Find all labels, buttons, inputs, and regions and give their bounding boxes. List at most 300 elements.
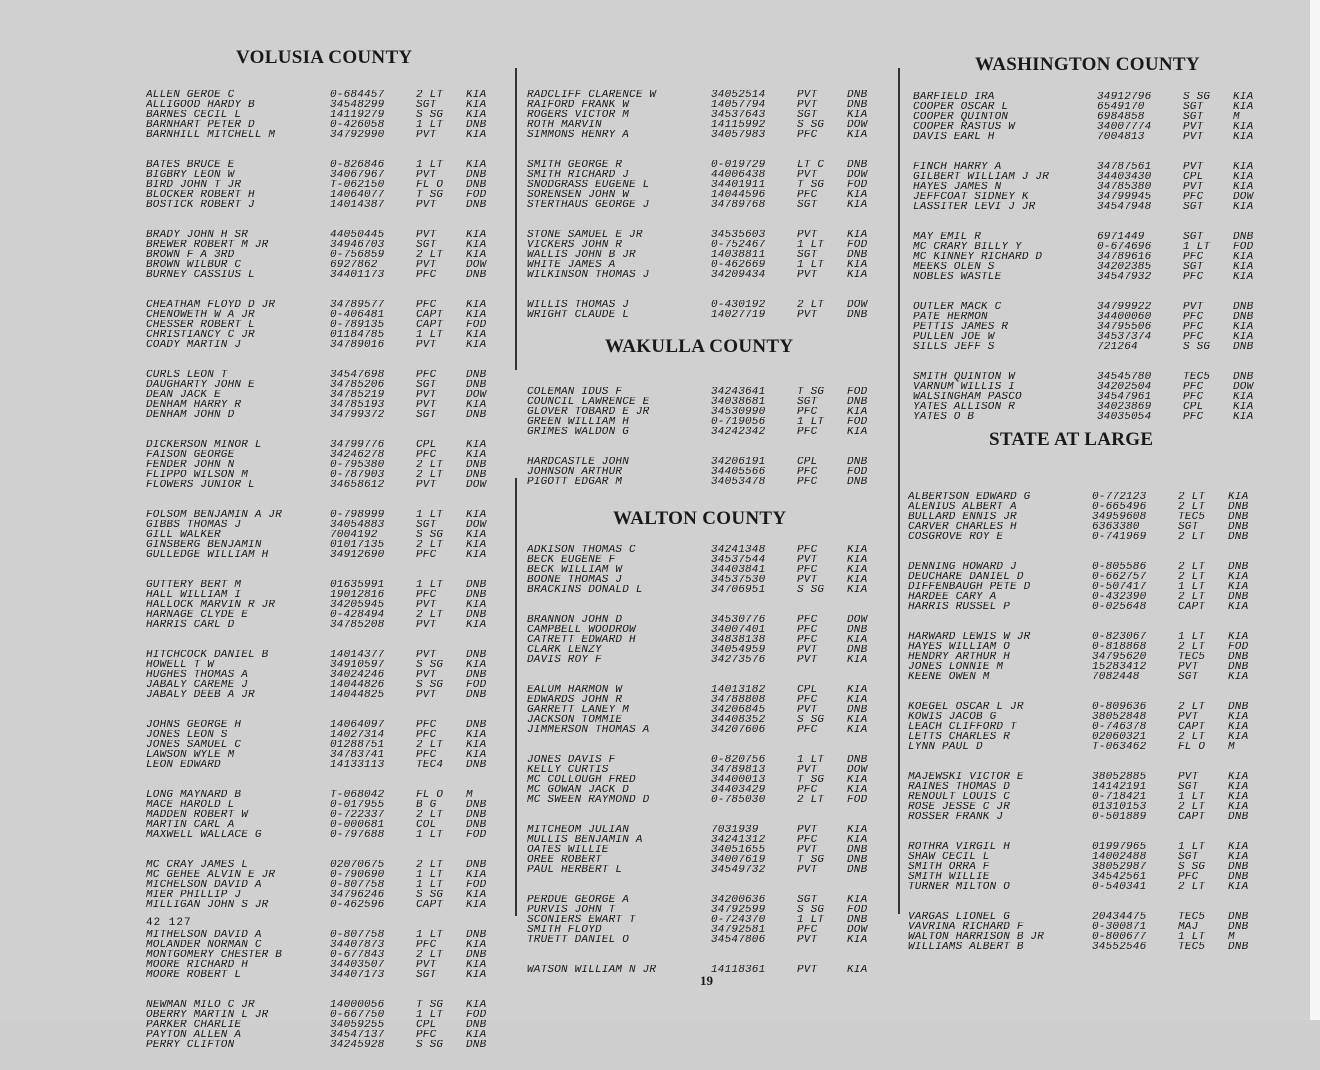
serial-number: 02060321 (1092, 732, 1147, 742)
rank: T SG (797, 855, 825, 865)
roster-row (527, 300, 887, 310)
soldier-name: MIER PHILLIP J (146, 890, 242, 900)
soldier-name: BOONE THOMAS J (527, 575, 623, 585)
roster-row (146, 590, 506, 600)
roster-group (146, 860, 506, 910)
rank: PFC (797, 635, 818, 645)
roster-group (146, 720, 506, 770)
status-code: KIA (847, 685, 868, 695)
status-code: DNB (466, 580, 487, 590)
rank: SGT (416, 380, 437, 390)
serial-number: 14038811 (711, 250, 766, 260)
roster-row (527, 90, 887, 100)
roster-row (146, 90, 506, 100)
serial-number: 44006438 (711, 170, 766, 180)
rank: 2 LT (1178, 592, 1206, 602)
rank: SGT (797, 110, 818, 120)
status-code: KIA (466, 230, 487, 240)
roster-row (146, 330, 506, 340)
serial-number: 34547932 (1097, 272, 1152, 282)
roster-row (146, 540, 506, 550)
roster-group (146, 230, 506, 280)
soldier-name: LEON EDWARD (146, 760, 221, 770)
roster-row (146, 460, 506, 470)
status-code: DNB (466, 610, 487, 620)
soldier-name: GIBBS THOMAS J (146, 520, 242, 530)
serial-number: 34023869 (1097, 402, 1152, 412)
rank: CPL (797, 685, 818, 695)
roster-row (908, 842, 1268, 852)
serial-number: 34788808 (711, 695, 766, 705)
rank: PVT (797, 825, 818, 835)
soldier-name: SMITH GEORGE R (527, 160, 623, 170)
soldier-name: JOHNS GEORGE H (146, 720, 242, 730)
serial-number: 14115992 (711, 120, 766, 130)
serial-number: 7082448 (1092, 672, 1140, 682)
status-code: KIA (1233, 202, 1254, 212)
serial-number: 0-300871 (1092, 922, 1147, 932)
serial-number: 34796246 (330, 890, 385, 900)
roster-row (908, 662, 1268, 672)
serial-number: 34200636 (711, 895, 766, 905)
roster-row (527, 457, 887, 467)
soldier-name: WILLIS THOMAS J (527, 300, 630, 310)
serial-number: 19012816 (330, 590, 385, 600)
serial-number: 0-722337 (330, 810, 385, 820)
roster-group (527, 90, 887, 140)
rank: SGT (416, 100, 437, 110)
serial-number: 0-667750 (330, 1010, 385, 1020)
serial-number: 6984858 (1097, 112, 1145, 122)
soldier-name: GRIMES WALDON G (527, 427, 630, 437)
status-code: KIA (1228, 732, 1249, 742)
soldier-name: LONG MAYNARD B (146, 790, 242, 800)
rank: PFC (1183, 252, 1204, 262)
column-divider (898, 68, 900, 914)
rank: CAPT (1178, 812, 1206, 822)
roster-row (527, 575, 887, 585)
roster-row (527, 250, 887, 260)
serial-number: 34400060 (1097, 312, 1152, 322)
rank: PVT (416, 960, 437, 970)
roster-group (913, 372, 1273, 422)
roster-group (527, 160, 887, 210)
status-code: DNB (847, 625, 868, 635)
roster-row (146, 600, 506, 610)
roster-row (146, 410, 506, 420)
serial-number: 34548299 (330, 100, 385, 110)
status-code: KIA (1228, 602, 1249, 612)
status-code: DNB (466, 170, 487, 180)
serial-number: 14119279 (330, 110, 385, 120)
soldier-name: WALLIS JOHN B JR (527, 250, 636, 260)
serial-number: 6549170 (1097, 102, 1145, 112)
roster-row (913, 262, 1273, 272)
serial-number: 34403507 (330, 960, 385, 970)
rank: PFC (1183, 192, 1204, 202)
serial-number: 0-430192 (711, 300, 766, 310)
roster-row (146, 1040, 506, 1050)
rank: 2 LT (416, 250, 444, 260)
walton-county-title: WALTON COUNTY (613, 508, 787, 529)
soldier-name: HITCHCOCK DANIEL B (146, 650, 269, 660)
serial-number: 34024246 (330, 670, 385, 680)
roster-group (527, 300, 887, 320)
rank: 2 LT (416, 810, 444, 820)
soldier-name: STERTHAUS GEORGE J (527, 200, 650, 210)
rank: T SG (797, 387, 825, 397)
soldier-name: JIMMERSON THOMAS A (527, 725, 650, 735)
rank: PFC (1183, 322, 1204, 332)
soldier-name: DENHAM HARRY R (146, 400, 242, 410)
serial-number: 0-674696 (1097, 242, 1152, 252)
serial-number: 14118361 (711, 965, 766, 975)
serial-number: 14014377 (330, 650, 385, 660)
rank: CAPT (416, 320, 444, 330)
soldier-name: MICHELSON DAVID A (146, 880, 262, 890)
serial-number: 34246278 (330, 450, 385, 460)
soldier-name: MARTIN CARL A (146, 820, 235, 830)
rank: 1 LT (797, 755, 825, 765)
status-code: FOD (847, 417, 868, 427)
roster-row (913, 232, 1273, 242)
status-code: DNB (1233, 342, 1254, 352)
serial-number: 34537643 (711, 110, 766, 120)
roster-row (146, 510, 506, 520)
soldier-name: PERRY CLIFTON (146, 1040, 235, 1050)
roster-row (908, 592, 1268, 602)
rank: PVT (416, 620, 437, 630)
rank: PVT (797, 845, 818, 855)
roster-row (146, 860, 506, 870)
serial-number: 34007619 (711, 855, 766, 865)
rank: COL (416, 820, 437, 830)
roster-row (527, 715, 887, 725)
soldier-name: SORENSEN JOHN W (527, 190, 630, 200)
roster-group (908, 632, 1268, 682)
serial-number: 34205945 (330, 600, 385, 610)
status-code: KIA (466, 440, 487, 450)
serial-number: 34795620 (1092, 652, 1147, 662)
rank: PFC (416, 550, 437, 560)
status-code: KIA (1228, 802, 1249, 812)
status-code: KIA (1233, 272, 1254, 282)
rank: PFC (1183, 332, 1204, 342)
rank: CAPT (416, 310, 444, 320)
serial-number: 0-662757 (1092, 572, 1147, 582)
serial-number: 34530776 (711, 615, 766, 625)
roster-group (146, 1000, 506, 1050)
roster-row (527, 130, 887, 140)
soldier-name: ROSSER FRANK J (908, 812, 1004, 822)
rank: PFC (416, 720, 437, 730)
serial-number: 0-724370 (711, 915, 766, 925)
serial-number: 34789813 (711, 765, 766, 775)
roster-row (146, 810, 506, 820)
soldier-name: MOLANDER NORMAN C (146, 940, 262, 950)
roster-row (146, 750, 506, 760)
soldier-name: LYNN PAUL D (908, 742, 983, 752)
roster-group (146, 160, 506, 210)
serial-number: 34910597 (330, 660, 385, 670)
soldier-name: WALTON HARRISON B JR (908, 932, 1045, 942)
serial-number: 34241348 (711, 545, 766, 555)
status-code: DNB (466, 120, 487, 130)
rank: 1 LT (416, 160, 444, 170)
roster-row (527, 240, 887, 250)
roster-row (146, 130, 506, 140)
soldier-name: MONTGOMERY CHESTER B (146, 950, 283, 960)
roster-row (913, 322, 1273, 332)
rank: SGT (1183, 262, 1204, 272)
roster-row (146, 730, 506, 740)
state-at-large-title: STATE AT LARGE (989, 429, 1154, 450)
roster-group (527, 755, 887, 805)
roster-row (908, 772, 1268, 782)
soldier-name: CLARK LENZY (527, 645, 602, 655)
rank: PFC (416, 370, 437, 380)
rank: PFC (416, 750, 437, 760)
status-code: DOW (847, 615, 868, 625)
status-code: FOD (466, 830, 487, 840)
soldier-name: FLOWERS JUNIOR L (146, 480, 255, 490)
rank: CAPT (1178, 722, 1206, 732)
soldier-name: CAMPBELL WOODROW (527, 625, 636, 635)
roster-row (527, 120, 887, 130)
status-code: KIA (847, 270, 868, 280)
roster-row (913, 192, 1273, 202)
status-code: KIA (1233, 392, 1254, 402)
roster-row (908, 522, 1268, 532)
roster-row (527, 467, 887, 477)
status-code: FOD (847, 180, 868, 190)
soldier-name: EDWARDS JOHN R (527, 695, 623, 705)
rank: PVT (797, 270, 818, 280)
rank: PFC (1183, 382, 1204, 392)
roster-row (908, 792, 1268, 802)
serial-number: 0-501889 (1092, 812, 1147, 822)
status-code: KIA (1233, 162, 1254, 172)
serial-number: 34401173 (330, 270, 385, 280)
status-code: KIA (466, 540, 487, 550)
roster-row (146, 450, 506, 460)
roster-row (908, 562, 1268, 572)
status-code: DNB (466, 800, 487, 810)
serial-number: 0-809636 (1092, 702, 1147, 712)
rank: PVT (797, 575, 818, 585)
status-code: DNB (466, 860, 487, 870)
roster-row (527, 705, 887, 715)
status-code: DOW (847, 120, 868, 130)
soldier-name: GLOVER TOBARD E JR (527, 407, 650, 417)
status-code: DOW (1233, 192, 1254, 202)
roster-row (146, 1010, 506, 1020)
roster-row (527, 725, 887, 735)
status-code: FOD (847, 387, 868, 397)
rank: TEC5 (1178, 652, 1206, 662)
soldier-name: WRIGHT CLAUDE L (527, 310, 630, 320)
soldier-name: OUTLER MACK C (913, 302, 1002, 312)
soldier-name: MC CRARY BILLY Y (913, 242, 1022, 252)
serial-number: 14000056 (330, 1000, 385, 1010)
roster-row (146, 230, 506, 240)
soldier-name: MC COLLOUGH FRED (527, 775, 636, 785)
soldier-name: KOEGEL OSCAR L JR (908, 702, 1024, 712)
roster-row (908, 532, 1268, 542)
soldier-name: HARDEE CARY A (908, 592, 997, 602)
serial-number: 34658612 (330, 480, 385, 490)
rank: TEC5 (1178, 512, 1206, 522)
roster-group (908, 772, 1268, 822)
serial-number: 0-428494 (330, 610, 385, 620)
soldier-name: BARNES CECIL L (146, 110, 242, 120)
soldier-name: OREE ROBERT (527, 855, 602, 865)
rank: 2 LT (1178, 532, 1206, 542)
soldier-name: ADKISON THOMAS C (527, 545, 636, 555)
serial-number: 6363380 (1092, 522, 1140, 532)
status-code: DOW (847, 300, 868, 310)
status-code: KIA (466, 160, 487, 170)
serial-number: 14064077 (330, 190, 385, 200)
rank: PVT (416, 170, 437, 180)
status-code: DNB (1228, 812, 1249, 822)
rank: SGT (416, 970, 437, 980)
status-code: DNB (847, 865, 868, 875)
status-code: KIA (847, 935, 868, 945)
serial-number: 34405566 (711, 467, 766, 477)
status-code: KIA (466, 90, 487, 100)
status-code: DNB (1228, 592, 1249, 602)
status-code: DNB (847, 477, 868, 487)
roster-row (527, 635, 887, 645)
soldier-name: GARRETT LANEY M (527, 705, 630, 715)
status-code: FOD (847, 905, 868, 915)
roster-row (146, 820, 506, 830)
soldier-name: ALENIUS ALBERT A (908, 502, 1017, 512)
rank: PVT (797, 90, 818, 100)
rank: 2 LT (1178, 572, 1206, 582)
roster-row (913, 132, 1273, 142)
soldier-name: HARRIS CARL D (146, 620, 235, 630)
roster-row (913, 122, 1273, 132)
roster-row (146, 530, 506, 540)
rank: S SG (416, 890, 444, 900)
rank: PVT (1178, 662, 1199, 672)
serial-number: 0-019729 (711, 160, 766, 170)
roster-row (908, 572, 1268, 582)
roster-group (913, 232, 1273, 282)
rank: 2 LT (416, 860, 444, 870)
rank: PVT (416, 670, 437, 680)
roster-row (146, 440, 506, 450)
roster-group (146, 90, 506, 140)
soldier-name: FAISON GEORGE (146, 450, 235, 460)
status-code: KIA (847, 895, 868, 905)
soldier-name: RADCLIFF CLARENCE W (527, 90, 657, 100)
soldier-name: FOLSOM BENJAMIN A JR (146, 510, 283, 520)
serial-number: 0-820756 (711, 755, 766, 765)
rank: SGT (416, 240, 437, 250)
rank: PVT (797, 655, 818, 665)
rank: PVT (797, 765, 818, 775)
serial-number: 34792599 (711, 905, 766, 915)
serial-number: 0-790690 (330, 870, 385, 880)
status-code: DNB (1228, 702, 1249, 712)
status-code: DNB (847, 310, 868, 320)
roster-row (527, 785, 887, 795)
serial-number: 34799372 (330, 410, 385, 420)
status-code: DNB (1228, 662, 1249, 672)
rank: PFC (416, 590, 437, 600)
serial-number: 0-752467 (711, 240, 766, 250)
rank: PVT (416, 230, 437, 240)
roster-row (527, 895, 887, 905)
rank: 2 LT (797, 795, 825, 805)
soldier-name: SMITH ORRA F (908, 862, 990, 872)
roster-row (527, 655, 887, 665)
soldier-name: CHESSER ROBERT L (146, 320, 255, 330)
soldier-name: WHITE JAMES A (527, 260, 616, 270)
status-code: DNB (466, 950, 487, 960)
serial-number: 34785208 (330, 620, 385, 630)
soldier-name: DAVIS EARL H (913, 132, 995, 142)
roster-row (527, 417, 887, 427)
soldier-name: PETTIS JAMES R (913, 322, 1009, 332)
roster-row (146, 740, 506, 750)
serial-number: 01635991 (330, 580, 385, 590)
serial-number: 34785219 (330, 390, 385, 400)
roster-row (527, 555, 887, 565)
rank: 2 LT (1178, 502, 1206, 512)
soldier-name: FLIPPO WILSON M (146, 470, 249, 480)
soldier-name: JEFFCOAT SIDNEY K (913, 192, 1029, 202)
soldier-name: DAUGHARTY JOHN E (146, 380, 255, 390)
roster-row (146, 1030, 506, 1040)
roster-row (527, 855, 887, 865)
status-code: DNB (847, 845, 868, 855)
rank: S SG (416, 680, 444, 690)
roster-row (908, 602, 1268, 612)
serial-number: 0-426058 (330, 120, 385, 130)
status-code: KIA (466, 340, 487, 350)
rank: 2 LT (416, 460, 444, 470)
rank: CPL (416, 1020, 437, 1030)
status-code: KIA (466, 900, 487, 910)
roster-row (527, 170, 887, 180)
roster-row (908, 702, 1268, 712)
serial-number: 34783741 (330, 750, 385, 760)
serial-number: 34202504 (1097, 382, 1152, 392)
rank: T SG (797, 775, 825, 785)
status-code: DOW (466, 390, 487, 400)
roster-group (908, 702, 1268, 752)
status-code: DNB (1228, 922, 1249, 932)
serial-number: 34785206 (330, 380, 385, 390)
soldier-name: JABALY DEEB A JR (146, 690, 255, 700)
serial-number: 34547961 (1097, 392, 1152, 402)
status-code: DNB (1228, 522, 1249, 532)
status-code: DOW (466, 520, 487, 530)
status-code: KIA (847, 575, 868, 585)
roster-row (913, 102, 1273, 112)
serial-number: 0-462669 (711, 260, 766, 270)
rank: PVT (416, 600, 437, 610)
roster-row (527, 270, 887, 280)
soldier-name: HARDCASTLE JOHN (527, 457, 630, 467)
roster-row (146, 100, 506, 110)
serial-number: 0-797688 (330, 830, 385, 840)
soldier-name: BRADY JOHN H SR (146, 230, 249, 240)
